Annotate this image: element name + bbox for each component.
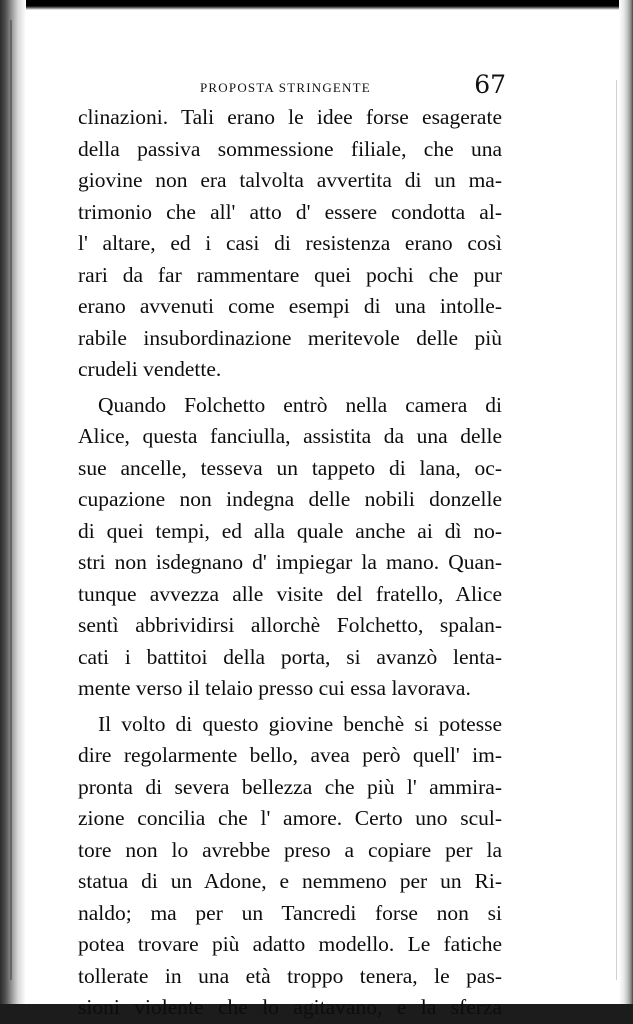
text-line: pronta di severa bellezza che più l' ammira- (78, 774, 502, 799)
text-line: crudeli vendette. (78, 357, 222, 381)
text-line: cati i battitoi della porta, si avanzò lenta- (78, 644, 502, 669)
text-line: cupazione non indegna delle nobili donzelle (78, 487, 502, 511)
text-line: tore non lo avrebbe preso a copiare per la (78, 837, 502, 862)
text-line: rari da far rammentare quei pochi che pur (78, 262, 502, 287)
text-line: sue ancelle, tesseva un tappeto di lana, oc- (78, 455, 502, 480)
text-line: rabile insubordinazione meritevole delle più (78, 325, 502, 350)
text-line: Quando Folchetto entrò nella camera di (98, 392, 502, 417)
book-spine-shadow (0, 0, 26, 1004)
text-line: clinazioni. Tali erano le idee forse esagerate (78, 105, 502, 129)
text-line: sioni violente che lo agitavano, e la sferza (78, 995, 502, 1019)
right-page-edge (619, 0, 633, 1004)
top-page-shadow (0, 0, 633, 10)
page-number: 67 (474, 70, 506, 99)
text-line: Il volto di questo giovine benchè si potesse (98, 711, 502, 736)
text-line: sentì abbrividirsi allorchè Folchetto, spalan- (78, 613, 502, 637)
body-text (78, 102, 502, 1024)
text-line: zione concilia che l' amore. Certo uno scul- (78, 806, 502, 830)
text-line: stri non isdegnano d' impiegar la mano. Quan- (78, 550, 502, 574)
text-line: Alice, questa fanciulla, assistita da una delle (78, 424, 502, 448)
text-line: statua di un Adone, e nemmeno per un Ri- (78, 869, 502, 893)
text-line: tunque avvezza alle visite del fratello, Alice (78, 581, 502, 606)
text-line: di quei tempi, ed alla quale anche ai dì no- (78, 518, 502, 543)
text-line: l' altare, ed i casi di resistenza erano così (78, 231, 502, 255)
text-line: giovine non era talvolta avvertita di un ma- (78, 168, 502, 192)
text-line: tollerate in una età troppo tenera, le pas- (78, 963, 502, 988)
running-title: PROPOSTA STRINGENTE (200, 80, 371, 95)
text-line: dire regolarmente bello, avea però quell' im- (78, 743, 502, 767)
text-line: della passiva sommessione filiale, che una (78, 136, 502, 161)
text-line: mente verso il telaio presso cui essa lavorava. (78, 676, 471, 700)
spine-gutter-line (10, 20, 12, 980)
text-line: potea trovare più adatto modello. Le fatiche (78, 932, 502, 956)
text-line: trimonio che all' atto d' essere condotta al- (78, 199, 502, 224)
text-line: erano avvenuti come esempi di una intolle- (78, 294, 502, 318)
right-edge-line (616, 80, 617, 980)
text-line: naldo; ma per un Tancredi forse non si (78, 900, 502, 925)
